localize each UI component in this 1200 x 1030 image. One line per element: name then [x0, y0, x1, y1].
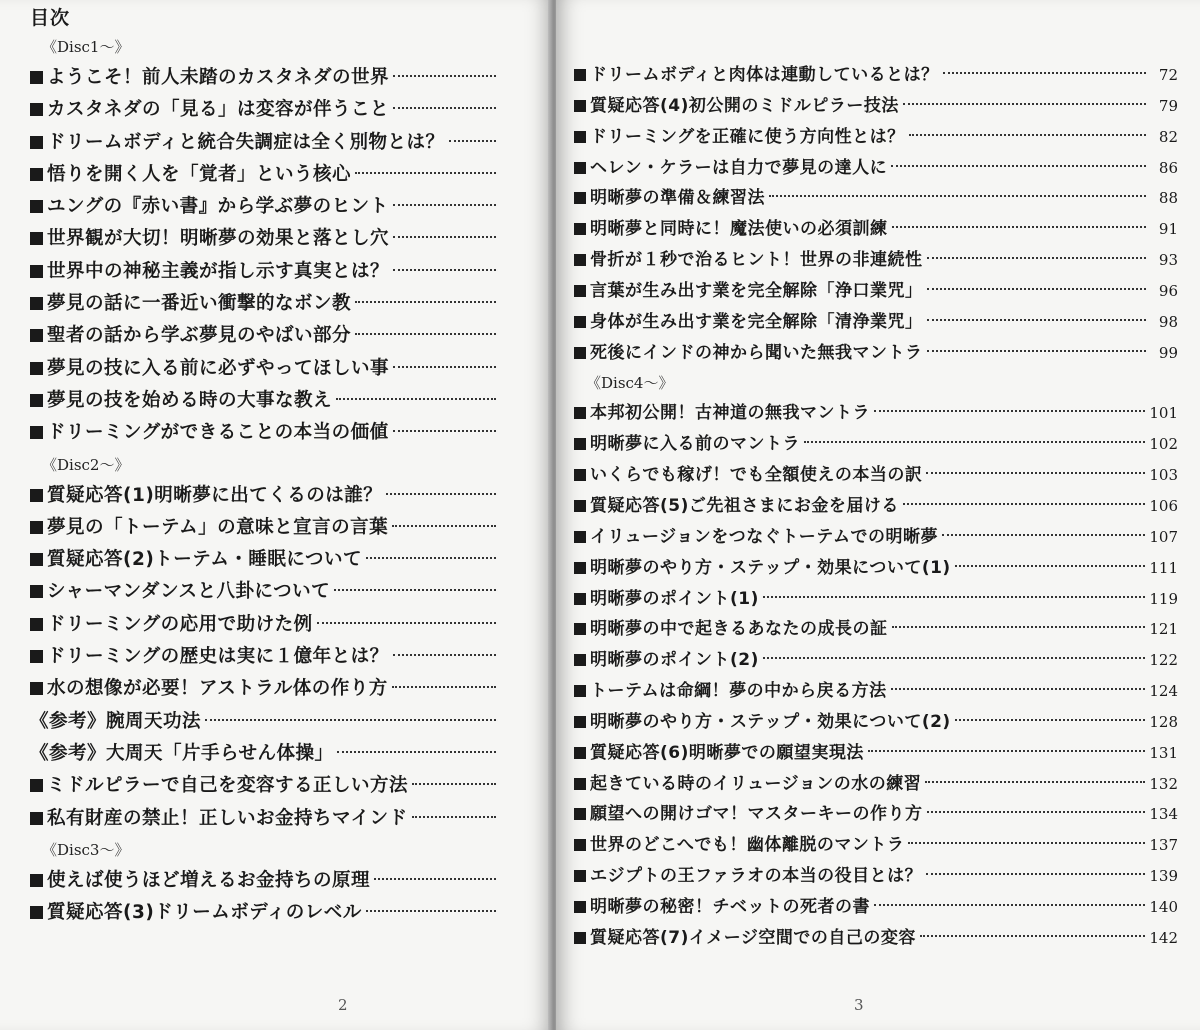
toc-page-number: 99 [1158, 343, 1178, 362]
toc-entry [30, 576, 500, 608]
square-bullet-icon [30, 489, 43, 502]
toc-entry [30, 159, 500, 191]
square-bullet-icon [574, 778, 586, 790]
dot-leader [891, 165, 1146, 167]
dot-leader [804, 441, 1145, 443]
toc-entry-title: ドリーミングの応用で助けた例 [47, 613, 313, 635]
toc-entry [30, 385, 500, 417]
toc-entry-title: 質疑応答(2)トーテム・睡眠について [47, 549, 362, 571]
toc-page-number: 82 [1158, 127, 1178, 146]
toc-entry-title: 《参考》腕周天功法 [30, 710, 202, 732]
dot-leader [925, 781, 1145, 783]
toc-entry [30, 127, 500, 159]
dot-leader [449, 140, 496, 142]
toc-entry-title: 明晰夢のポイント(1) [590, 588, 759, 609]
toc-entry-title: 質疑応答(1)明晰夢に出てくるのは誰？ [47, 484, 383, 506]
square-bullet-icon [30, 682, 43, 695]
square-bullet-icon [30, 103, 43, 116]
square-bullet-icon [30, 136, 43, 149]
toc-entry-title: シャーマンダンスと八卦について [47, 581, 331, 603]
dot-leader [317, 622, 496, 624]
dot-leader [955, 565, 1146, 567]
square-bullet-icon [30, 200, 43, 213]
toc-entry [574, 60, 1178, 91]
toc-page-number: 96 [1158, 281, 1178, 300]
right-toc-list-disc4 [574, 398, 1178, 953]
square-bullet-icon [30, 521, 43, 534]
toc-page-number: 86 [1158, 158, 1178, 177]
toc-entry [30, 865, 500, 897]
dot-leader [892, 626, 1146, 628]
dot-leader [355, 301, 496, 303]
toc-page-number: 124 [1149, 682, 1178, 701]
toc-page-number: 79 [1158, 96, 1178, 115]
dot-leader [769, 195, 1146, 197]
right-toc-list-top [574, 60, 1178, 368]
toc-entry [574, 614, 1178, 645]
dot-leader [908, 842, 1145, 844]
dot-leader [337, 751, 496, 753]
toc-entry-title: ミドルピラーで自己を変容する正しい方法 [47, 775, 409, 797]
toc-entry-title: ヘレン・ケラーは自力で夢見の達人に [590, 157, 888, 178]
square-bullet-icon [574, 901, 586, 913]
square-bullet-icon [574, 500, 586, 512]
section-label: 《Disc3～》 [42, 840, 130, 859]
toc-page-number: 134 [1149, 805, 1178, 824]
dot-leader [205, 719, 496, 721]
section-label: 《Disc2～》 [42, 455, 130, 474]
dot-leader [355, 333, 496, 335]
square-bullet-icon [574, 316, 586, 328]
square-bullet-icon [574, 654, 586, 666]
toc-entry-title: イリュージョンをつなぐトーテムでの明晰夢 [590, 526, 938, 547]
dot-leader [374, 878, 496, 880]
dot-leader [412, 816, 496, 818]
dot-leader [355, 172, 496, 174]
toc-page-number: 101 [1149, 404, 1178, 423]
dot-leader [927, 811, 1146, 813]
toc-entry-title: 夢見の技を始める時の大事な教え [47, 389, 333, 411]
toc-entry-title: 私有財産の禁止！正しいお金持ちマインド [47, 807, 408, 829]
toc-entry [574, 491, 1178, 522]
square-bullet-icon [30, 812, 43, 825]
toc-entry-title: 身体が生み出す業を完全解除「清浄業咒」 [590, 311, 923, 332]
toc-entry-title: エジプトの王ファラオの本当の役目とは？ [590, 866, 923, 887]
toc-entry [574, 923, 1178, 954]
toc-entry-title: 明晰夢の準備＆練習法 [590, 188, 765, 209]
toc-entry-title: ドリーミングの歴史は実に１億年とは？ [47, 646, 389, 668]
square-bullet-icon [30, 618, 43, 631]
toc-entry [30, 288, 500, 320]
dot-leader [366, 557, 496, 559]
toc-entry [30, 417, 500, 449]
square-bullet-icon [574, 469, 586, 481]
toc-heading: 目次 [30, 7, 71, 29]
toc-entry-title: 質疑応答(7)イメージ空間での自己の変容 [590, 927, 916, 948]
dot-leader [393, 654, 496, 656]
toc-page-number: 102 [1149, 435, 1178, 454]
toc-entry [574, 830, 1178, 861]
page-number-left: 2 [338, 996, 348, 1014]
square-bullet-icon [574, 162, 586, 174]
section-label-disc4: 《Disc4～》 [586, 374, 674, 393]
dot-leader [763, 596, 1145, 598]
toc-entry-title: 質疑応答(5)ご先祖さまにお金を届ける [590, 495, 899, 516]
toc-entry [30, 256, 500, 288]
toc-entry-title: 聖者の話から学ぶ夢見のやばい部分 [47, 325, 352, 347]
dot-leader [955, 719, 1146, 721]
square-bullet-icon [30, 232, 43, 245]
toc-entry [574, 460, 1178, 491]
square-bullet-icon [30, 362, 43, 375]
toc-entry [574, 122, 1178, 153]
toc-entry-title: いくらでも稼げ！でも全額使えの本当の訳 [590, 465, 923, 486]
toc-entry [574, 676, 1178, 707]
toc-entry-title: 質疑応答(6)明晰夢での願望実現法 [590, 742, 864, 763]
toc-entry [574, 584, 1178, 615]
toc-entry-title: カスタネダの「見る」は変容が伴うこと [47, 99, 390, 121]
toc-entry [30, 512, 500, 544]
toc-entry [30, 191, 500, 223]
dot-leader [393, 75, 496, 77]
dot-leader [891, 688, 1146, 690]
toc-entry [574, 553, 1178, 584]
toc-page-number: 103 [1149, 466, 1178, 485]
dot-leader [903, 503, 1145, 505]
square-bullet-icon [574, 347, 586, 359]
toc-page-number: 142 [1149, 928, 1178, 947]
square-bullet-icon [574, 531, 586, 543]
dot-leader [393, 236, 496, 238]
toc-entry-title: 世界観が大切！明晰夢の効果と落とし穴 [47, 228, 390, 250]
square-bullet-icon [574, 839, 586, 851]
toc-entry [574, 769, 1178, 800]
toc-entry-title: 水の想像が必要！アストラル体の作り方 [47, 678, 388, 700]
dot-leader [927, 288, 1147, 290]
section-label: 《Disc1～》 [42, 38, 130, 56]
toc-entry [30, 94, 500, 126]
dot-leader [927, 257, 1147, 259]
toc-entry-title: 夢見の「トーテム」の意味と宣言の言葉 [47, 516, 389, 538]
toc-entry-title: 明晰夢と同時に！魔法使いの必須訓練 [590, 219, 888, 240]
toc-entry-title: トーテムは命綱！夢の中から戻る方法 [590, 681, 887, 702]
toc-entry [574, 307, 1178, 338]
toc-entry-title: 言葉が生み出す業を完全解除「浄口業咒」 [590, 280, 923, 301]
toc-page-number: 121 [1149, 620, 1178, 639]
page-number-right: 3 [854, 996, 864, 1014]
toc-entry [30, 803, 500, 835]
toc-entry-title: 明晰夢のやり方・ステップ・効果について(1) [590, 557, 951, 578]
dot-leader [926, 873, 1145, 875]
toc-entry [574, 245, 1178, 276]
square-bullet-icon [30, 265, 43, 278]
square-bullet-icon [574, 716, 586, 728]
square-bullet-icon [30, 297, 43, 310]
toc-entry-title: 《参考》大周天「片手らせん体操」 [30, 742, 334, 764]
toc-entry-title: ドリーミングを正確に使う方向性とは？ [590, 126, 905, 147]
toc-entry [574, 861, 1178, 892]
square-bullet-icon [30, 650, 43, 663]
toc-entry [574, 338, 1178, 369]
square-bullet-icon [574, 593, 586, 605]
toc-page-number: 139 [1149, 867, 1178, 886]
toc-page-number: 122 [1149, 651, 1178, 670]
right-toc-column [574, 60, 1178, 954]
square-bullet-icon [574, 223, 586, 235]
toc-entry [30, 62, 500, 94]
toc-entry-title: 悟りを開く人を「覚者」という核心 [47, 163, 352, 185]
toc-page-number: 91 [1158, 220, 1178, 239]
toc-entry-title: 質疑応答(4)初公開のミドルピラー技法 [590, 95, 899, 116]
dot-leader [393, 430, 496, 432]
dot-leader [336, 398, 496, 400]
dot-leader [927, 350, 1147, 352]
toc-entry [574, 892, 1178, 923]
dot-leader [366, 910, 496, 912]
toc-page-number: 107 [1149, 527, 1178, 546]
toc-entry [30, 609, 500, 641]
dot-leader [926, 472, 1145, 474]
toc-entry [30, 223, 500, 255]
toc-page-number: 93 [1158, 251, 1178, 270]
toc-page-number: 111 [1149, 558, 1178, 577]
toc-entry-title: 願望への開けゴマ！マスターキーの作り方 [590, 804, 923, 825]
toc-entry-title: ユングの『赤い書』から学ぶ夢のヒント [47, 196, 389, 218]
dot-leader [393, 269, 496, 271]
square-bullet-icon [30, 585, 43, 598]
toc-page-number: 119 [1149, 589, 1178, 608]
toc-page-number: 131 [1149, 743, 1178, 762]
toc-entry [574, 738, 1178, 769]
left-toc-column [30, 0, 500, 929]
toc-entry [574, 214, 1178, 245]
square-bullet-icon [30, 426, 43, 439]
toc-entry [30, 641, 500, 673]
square-bullet-icon [30, 71, 43, 84]
square-bullet-icon [574, 69, 586, 81]
toc-page-number: 132 [1149, 774, 1178, 793]
toc-entry-title: 明晰夢のポイント(2) [590, 650, 759, 671]
toc-entry-title: 明晰夢の中で起きるあなたの成長の証 [590, 619, 888, 640]
toc-entry-title: 夢見の話に一番近い衝撃的なボン教 [47, 293, 352, 315]
toc-entry [574, 183, 1178, 214]
dot-leader [909, 134, 1146, 136]
square-bullet-icon [30, 906, 43, 919]
toc-entry [30, 897, 500, 929]
square-bullet-icon [574, 932, 586, 944]
dot-leader [920, 935, 1146, 937]
toc-entry-title: 夢見の技に入る前に必ずやってほしい事 [47, 357, 390, 379]
square-bullet-icon [574, 192, 586, 204]
toc-entry-title: 死後にインドの神から聞いた無我マントラ [590, 342, 923, 363]
dot-leader [392, 525, 496, 527]
square-bullet-icon [574, 100, 586, 112]
toc-entry [574, 707, 1178, 738]
dot-leader [892, 226, 1147, 228]
toc-entry [30, 353, 500, 385]
square-bullet-icon [574, 131, 586, 143]
toc-entry-title: 明晰夢のやり方・ステップ・効果について(2) [590, 711, 951, 732]
toc-entry [30, 706, 500, 738]
toc-entry-title: ドリームボディと肉体は連動しているとは？ [590, 65, 939, 85]
toc-entry [30, 673, 500, 705]
toc-entry-title: ドリーミングができることの本当の価値 [47, 422, 389, 444]
toc-entry [30, 738, 500, 770]
toc-entry [574, 799, 1178, 830]
toc-entry-title: 明晰夢に入る前のマントラ [590, 434, 800, 455]
toc-entry [30, 770, 500, 802]
square-bullet-icon [574, 685, 586, 697]
toc-page-number: 106 [1149, 496, 1178, 515]
dot-leader [393, 204, 496, 206]
square-bullet-icon [574, 808, 586, 820]
dot-leader [392, 686, 496, 688]
toc-entry [574, 91, 1178, 122]
dot-leader [334, 589, 496, 591]
square-bullet-icon [30, 874, 43, 887]
toc-entry [574, 429, 1178, 460]
toc-page-number: 140 [1149, 897, 1178, 916]
square-bullet-icon [30, 394, 43, 407]
toc-entry [574, 398, 1178, 429]
square-bullet-icon [574, 285, 586, 297]
dot-leader [393, 366, 496, 368]
toc-entry-title: 世界のどこへでも！幽体離脱のマントラ [590, 835, 905, 856]
square-bullet-icon [30, 779, 43, 792]
dot-leader [927, 319, 1147, 321]
toc-entry-title: 世界中の神秘主義が指し示す真実とは？ [47, 260, 390, 282]
toc-entry [30, 544, 500, 576]
toc-page-number: 98 [1158, 312, 1178, 331]
dot-leader [943, 72, 1146, 74]
dot-leader [903, 103, 1146, 105]
dot-leader [874, 410, 1145, 412]
square-bullet-icon [574, 254, 586, 266]
dot-leader [393, 107, 496, 109]
toc-page-number: 137 [1149, 836, 1178, 855]
square-bullet-icon [30, 168, 43, 181]
toc-entry [574, 522, 1178, 553]
toc-entry-title: 質疑応答(3)ドリームボディのレベル [47, 902, 362, 924]
dot-leader [763, 657, 1145, 659]
toc-entry-title: 明晰夢の秘密！チベットの死者の書 [590, 896, 870, 917]
toc-entry-title: 骨折が１秒で治るヒント！世界の非連続性 [590, 250, 923, 271]
toc-entry-title: 本邦初公開！古神道の無我マントラ [590, 403, 870, 424]
square-bullet-icon [30, 329, 43, 342]
left-page [0, 0, 552, 1030]
toc-entry [30, 480, 500, 512]
square-bullet-icon [574, 562, 586, 574]
toc-entry-title: ドリームボディと統合失調症は全く別物とは？ [47, 131, 445, 153]
toc-entry [574, 153, 1178, 184]
dot-leader [386, 493, 496, 495]
square-bullet-icon [30, 553, 43, 566]
square-bullet-icon [574, 407, 586, 419]
toc-entry-title: 使えば使うほど増えるお金持ちの原理 [47, 869, 371, 891]
toc-entry [574, 645, 1178, 676]
square-bullet-icon [574, 438, 586, 450]
toc-entry-title: 起きている時のイリュージョンの水の練習 [590, 773, 922, 794]
square-bullet-icon [574, 870, 586, 882]
left-toc-list [30, 32, 500, 929]
toc-entry [574, 276, 1178, 307]
dot-leader [868, 750, 1145, 752]
square-bullet-icon [574, 747, 586, 759]
toc-page-number: 72 [1158, 66, 1178, 84]
right-page [556, 0, 1200, 1030]
toc-entry [30, 320, 500, 352]
square-bullet-icon [574, 623, 586, 635]
toc-entry-title: ようこそ！前人未踏のカスタネダの世界 [47, 67, 390, 88]
dot-leader [942, 534, 1145, 536]
dot-leader [412, 783, 496, 785]
toc-page-number: 88 [1158, 189, 1178, 208]
dot-leader [874, 904, 1145, 906]
toc-page-number: 128 [1149, 712, 1178, 731]
